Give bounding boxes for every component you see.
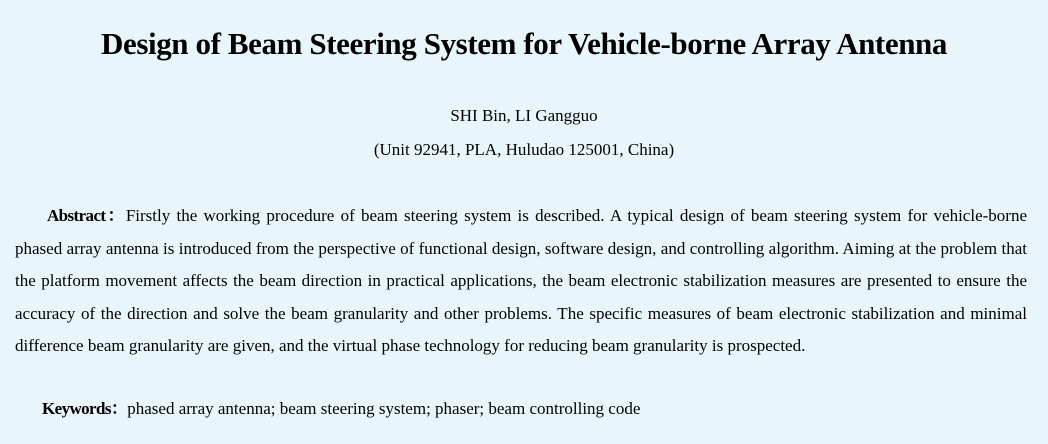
keywords-line [42,396,640,422]
abstract-label: Abstract： [47,206,126,225]
paper-title: Design of Beam Steering System for Vehicle-borne Array Antenna [100,26,947,61]
keywords-label: Keywords： [42,399,128,418]
paper-authors: SHI Bin, LI Gangguo [450,106,598,125]
keywords-text: phased array antenna; beam steering system; phaser; beam controlling code [127,399,641,418]
abstract-text: Firstly the working procedure of beam steering system is described. A typical design of beam steering system for vehicle-borne phased array antenna is introduced from the perspective of functional design, software design, and controlling algorithm. Aiming at the problem that the platform movement affects the beam direction in practical applications, the beam electronic stabilization measures are presented to ensure the accuracy of the direction and solve the beam granularity and other problems. The specific measures of beam electronic stabilization and minimal difference beam granularity are given, and the virtual phase technology for reducing beam granularity is prospected. [15,206,1027,356]
abstract-paragraph [15,200,1027,363]
paper-affiliation: (Unit 92941, PLA, Huludao 125001, China) [373,140,675,159]
